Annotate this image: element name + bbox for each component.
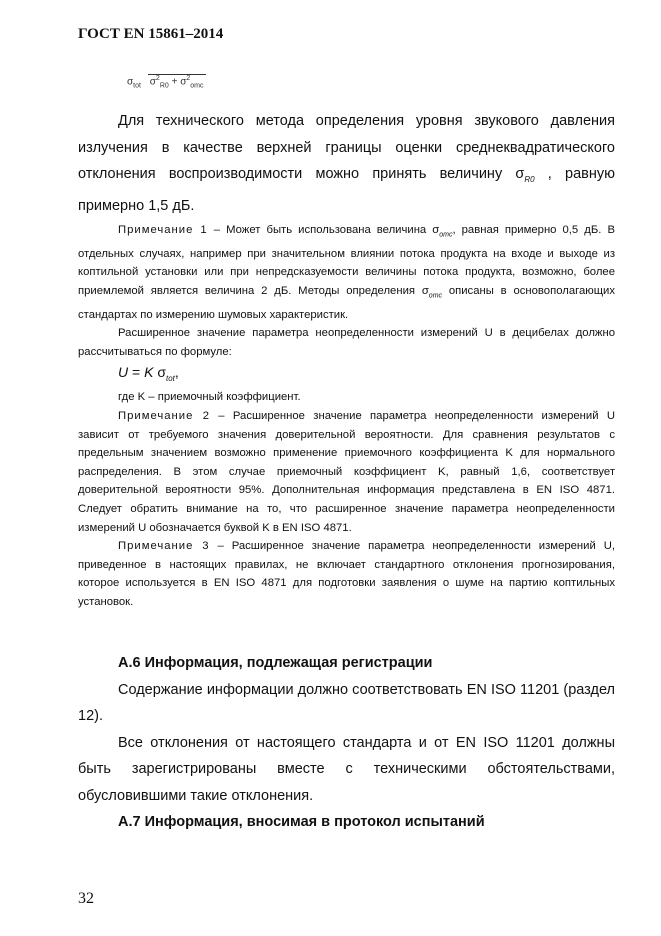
note-2: Примечание 2 – Расширенное значение параметра неопределенности измерений U зависит от требуемого значения доверительной вероятности. Для сравнения результатов с предельным значением возможно применение приемочного коэффициента K для нормального распределения. В этом случае приемочный коэффициент K, равный 1,6, соответствует доверительной вероятности 95%. Дополнительная информация представлена в EN ISO 4871. Следует обратить внимание на то, что расширенное значение параметра неопределенности измерений U обозначается буквой K в EN ISO 4871. <box>78 410 615 534</box>
note-3: Примечание 3 – Расширенное значение параметра неопределенности измерений U, приведенное в настоящих правилах, не включает стандартного отклонения прогнозирования, которое используется в EN ISO 4871 для подготовки заявления о шуме на партию коптильных установок. <box>78 540 615 608</box>
document-header: ГОСТ EN 15861–2014 <box>78 26 224 42</box>
sqrt-expression: $\sigma^2_{R0} + \sigma^2_{omc}$ <box>149 75 204 90</box>
formula-u: U = K $\sigma_{tot}$, <box>118 363 179 383</box>
note-1: Примечание 1 – Может быть использована величина $\sigma_{omc}$, равная примерно 0,5 дБ. В отдельных случаях, например при значительном влиянии потока продукта на входе и выходе из коптильной установки или при непредсказуемости величины потока продукта, возможно, более приемлемой является величина 2 дБ. Методы определения $\sigma_{omc}$ описаны в основополагающих стандартах по измерению шумовых характеристик. <box>78 224 615 321</box>
paragraph-expanded-uncertainty: Расширенное значение параметра неопределенности измерений U в децибелах должно рассчитываться по формуле: <box>78 327 615 359</box>
page-number: 32 <box>78 890 94 907</box>
formula-sigma-tot: $\sigma_{tot}$ $\sigma^2_{R0} + \sigma^2_{omc}$ <box>127 75 204 90</box>
notes-block <box>78 221 615 612</box>
section-a6-title: А.6 Информация, подлежащая регистрации <box>118 655 433 671</box>
section-a7-title: А.7 Информация, вносимая в протокол испытаний <box>118 814 485 830</box>
section-a6-p1: Содержание информации должно соответствовать EN ISO 11201 (раздел 12). <box>78 681 615 724</box>
section-a6-p2: Все отклонения от настоящего стандарта и от EN ISO 11201 должны быть зарегистрированы вместе с техническими обстоятельствами, обусловившими такие отклонения. <box>78 734 615 804</box>
where-k: где K – приемочный коэффициент. <box>118 391 301 404</box>
section-a6 <box>78 650 615 836</box>
paragraph-sigma-r0: Для технического метода определения уровня звукового давления излучения в качестве верхней границы оценки среднеквадратического отклонения воспроизводимости можно принять величину $\sigma_{R0}$ , равную примерно 1,5 дБ. <box>78 113 615 215</box>
